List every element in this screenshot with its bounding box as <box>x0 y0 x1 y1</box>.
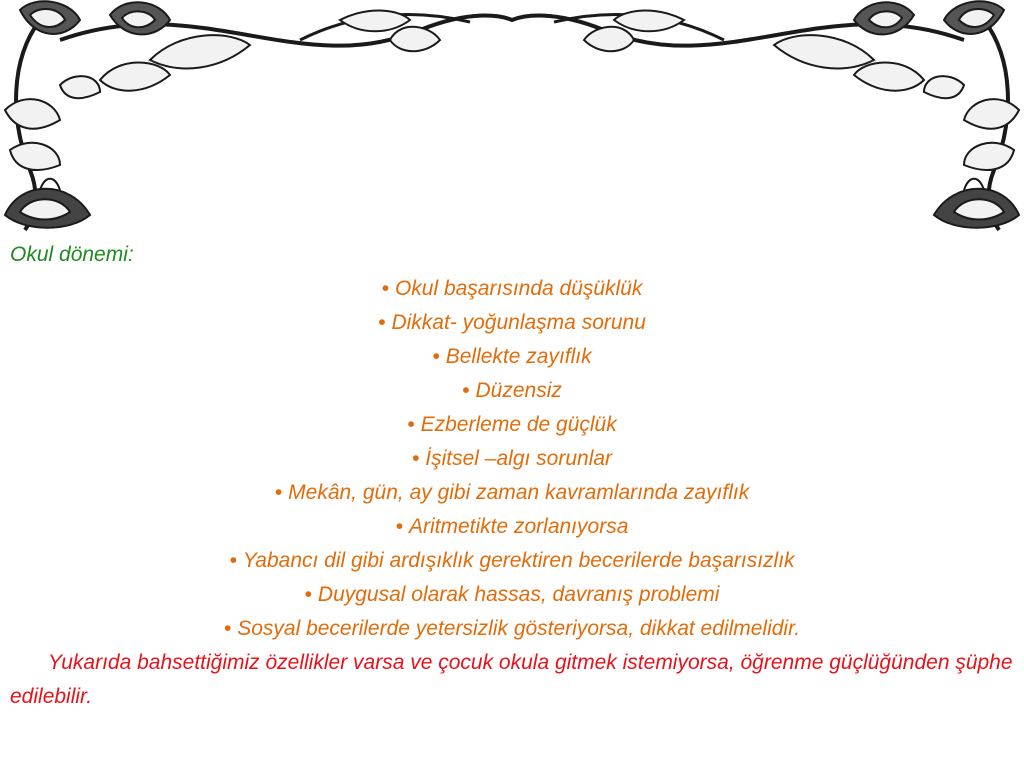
bullet-icon: • <box>274 481 283 504</box>
list-item-text: Aritmetikte zorlanıyorsa <box>408 515 629 538</box>
bullet-icon: • <box>395 515 403 538</box>
list-item <box>10 272 1014 306</box>
list-item-text: Mekân, gün, ay gibi zaman kavramlarında zayıflık <box>288 481 750 504</box>
list-item <box>10 442 1014 476</box>
slide-content <box>10 238 1014 714</box>
symptom-list <box>10 272 1014 646</box>
list-item-text: Sosyal becerilerde yetersizlik gösteriyorsa, dikkat edilmelidir. <box>237 617 801 640</box>
bullet-icon: • <box>304 583 312 606</box>
list-item-text: Okul başarısında düşüklük <box>394 277 643 300</box>
bullet-icon: • <box>229 549 237 572</box>
list-item-text: Düzensiz <box>475 379 562 402</box>
bullet-icon: • <box>381 277 389 300</box>
bullet-icon: • <box>223 617 232 640</box>
bullet-icon: • <box>411 447 420 470</box>
list-item <box>10 476 1014 510</box>
bullet-icon: • <box>378 311 386 334</box>
section-heading: Okul dönemi: <box>10 243 134 266</box>
conclusion-text: Yukarıda bahsettiğimiz özellikler varsa ve çocuk okula gitmek istemiyorsa, öğrenme güçlüğünden şüphe edilebilir. <box>10 651 1013 708</box>
list-item-text: Dikkat- yoğunlaşma sorunu <box>391 311 646 334</box>
list-item <box>10 510 1014 544</box>
list-item-text: Yabancı dil gibi ardışıklık gerektiren becerilerde başarısızlık <box>242 549 795 572</box>
list-item <box>10 578 1014 612</box>
list-item <box>10 374 1014 408</box>
list-item-text: Duygusal olarak hassas, davranış problemi <box>317 583 720 606</box>
bullet-icon: • <box>432 345 440 368</box>
floral-border-ornament <box>0 0 1024 235</box>
bullet-icon: • <box>462 379 470 402</box>
list-item <box>10 408 1014 442</box>
list-item-text: Ezberleme de güçlük <box>420 413 617 436</box>
list-item-text: İşitsel –algı sorunlar <box>425 447 613 470</box>
list-item <box>10 544 1014 578</box>
list-item <box>10 306 1014 340</box>
list-item <box>10 612 1014 646</box>
list-item-text: Bellekte zayıflık <box>445 345 592 368</box>
bullet-icon: • <box>407 413 415 436</box>
list-item <box>10 340 1014 374</box>
